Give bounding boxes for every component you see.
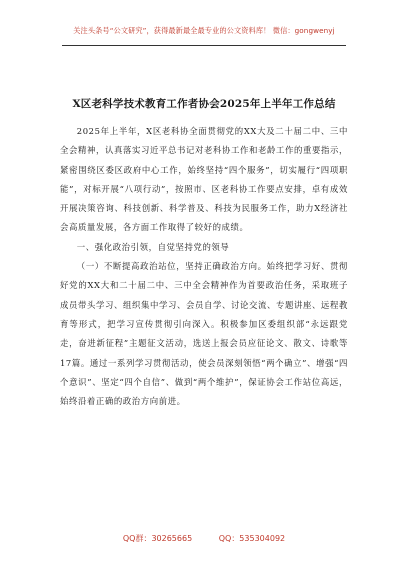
paragraph-section-1: （一）不断提高政治站位，坚持正确政治方向。始终把学习好、贯彻好党的XX大和二十届二中、三中全会精神作为首要政治任务，采取班子成员带头学习、组织集中学习、会员自学、讨论交流、专题讲座、远程教育等形式，把学习宣传贯彻引向深入。积极参加区委组织部“永远跟党走，奋进新征程”主题征文活动，选送上报会员应征论文、散文、诗歌等17篇。通过一系列学习贯彻活动，使会员深刻领悟“两个确立”、增强“四个意识”、坚定“四个自信”、做到“两个维护”，保证协会工作站位高远，始终沿着正确的政治方向前进。 [60, 261, 348, 407]
footer-contact [0, 533, 408, 544]
document-title: X区老科学技术教育工作者协会2025年上半年工作总结 [72, 98, 336, 110]
section-heading: 一、强化政治引领，自觉坚持党的领导 [76, 241, 230, 252]
footer-qq: QQ：535304092 [218, 534, 286, 543]
paragraph-intro: 2025年上半年，X区老科协全面贯彻党的XX大及二十届二中、三中全会精神，认真落实习近平总书记对老科协工作和老龄工作的重要指示，紧密围绕区委区政府中心工作，始终坚持“四个服务”，切实履行“四项职能”，对标开展“八项行动”，按照市、区老科协工作要点安排，卓有成效开展决策咨询、科技创新、科学普及、科技为民服务工作，助力X经济社会高质量发展，各方面工作取得了较好的成绩。 [60, 126, 348, 233]
header-banner: 关注头条号“公文研究”，获得最新最全最专业的公文资料库！ 微信：gongwenyj [73, 26, 335, 35]
footer-qq-group: QQ群：30265665 [122, 534, 193, 543]
header-divider [62, 45, 346, 46]
document-body [60, 122, 348, 411]
